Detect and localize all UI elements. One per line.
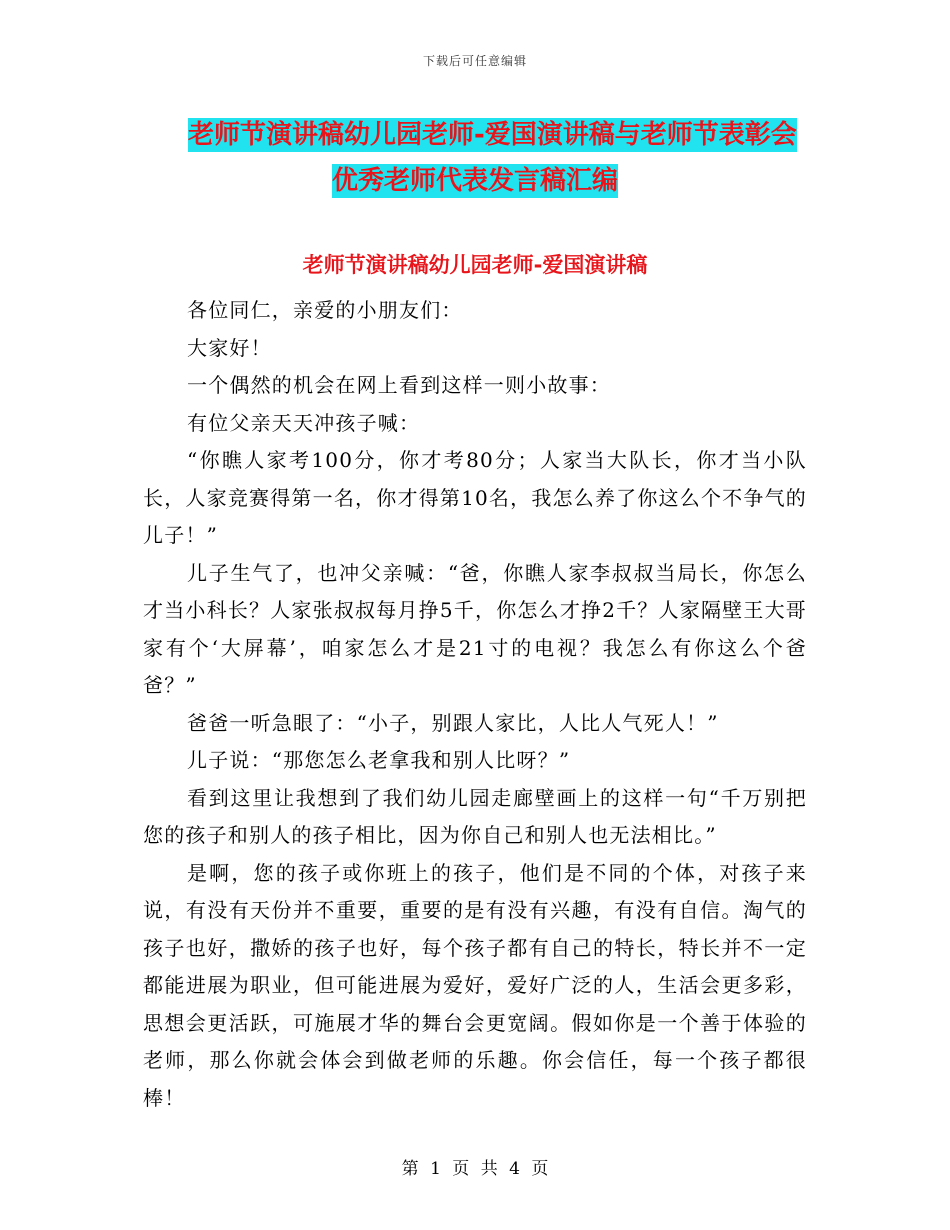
document-title-line-2: [60, 158, 890, 204]
title-highlight-1: 老师节演讲稿幼儿园老师-爱国演讲稿与老师节表彰会: [188, 120, 797, 150]
paragraph-hello: 大家好！: [187, 335, 272, 360]
section-title: 老师节演讲稿幼儿园老师-爱国演讲稿: [302, 253, 648, 277]
paragraph: 儿子生气了，也冲父亲喊：“爸，你瞧人家李叔叔当局长，你怎么才当小科长？人家张叔叔每月挣5千，你怎么才挣2千？人家隔壁王大哥家有个‘大屏幕’，咱家怎么才是21寸的电视？我怎么有你这么个爸爸？”: [143, 560, 807, 697]
page-number: 第 1 页 共 4 页: [401, 1159, 549, 1179]
paragraph: 是啊，您的孩子或你班上的孩子，他们是不同的个体，对孩子来说，有没有天份并不重要，重要的是有没有兴趣，有没有自信。淘气的孩子也好，撒娇的孩子也好，每个孩子都有自己的特长，特长并不一定都能进展为职业，但可能进展为爱好，爱好广泛的人，生活会更多彩，思想会更活跃，可施展才华的舞台会更宽阔。假如你是一个善于体验的老师，那么你就会体会到做老师的乐趣。你会信任，每一个孩子都很棒！: [143, 860, 807, 1110]
paragraph: 看到这里让我想到了我们幼儿园走廊壁画上的这样一句“千万别把您的孩子和别人的孩子相比，因为你自己和别人也无法相比。”: [143, 785, 807, 847]
paragraph-greeting: 各位同仁，亲爱的小朋友们：: [187, 298, 463, 322]
paragraph: 有位父亲天天冲孩子喊：: [187, 410, 421, 435]
paragraph: 爸爸一听急眼了：“小子，别跟人家比，人比人气死人！”: [187, 710, 719, 735]
title-highlight-2: 优秀老师代表发言稿汇编: [331, 166, 618, 196]
document-title-line-1: [188, 112, 890, 158]
document-body: [143, 292, 807, 1117]
page-header-note: 下载后可任意编辑: [422, 54, 527, 68]
document-title: [60, 112, 890, 204]
paragraph: 儿子说：“那您怎么老拿我和别人比呀？”: [187, 748, 571, 772]
paragraph: 一个偶然的机会在网上看到这样一则小故事：: [187, 373, 611, 397]
paragraph: “你瞧人家考100分，你才考80分；人家当大队长，你才当小队长，人家竞赛得第一名，你才得第10名，我怎么养了你这么个不争气的儿子！”: [143, 448, 807, 547]
